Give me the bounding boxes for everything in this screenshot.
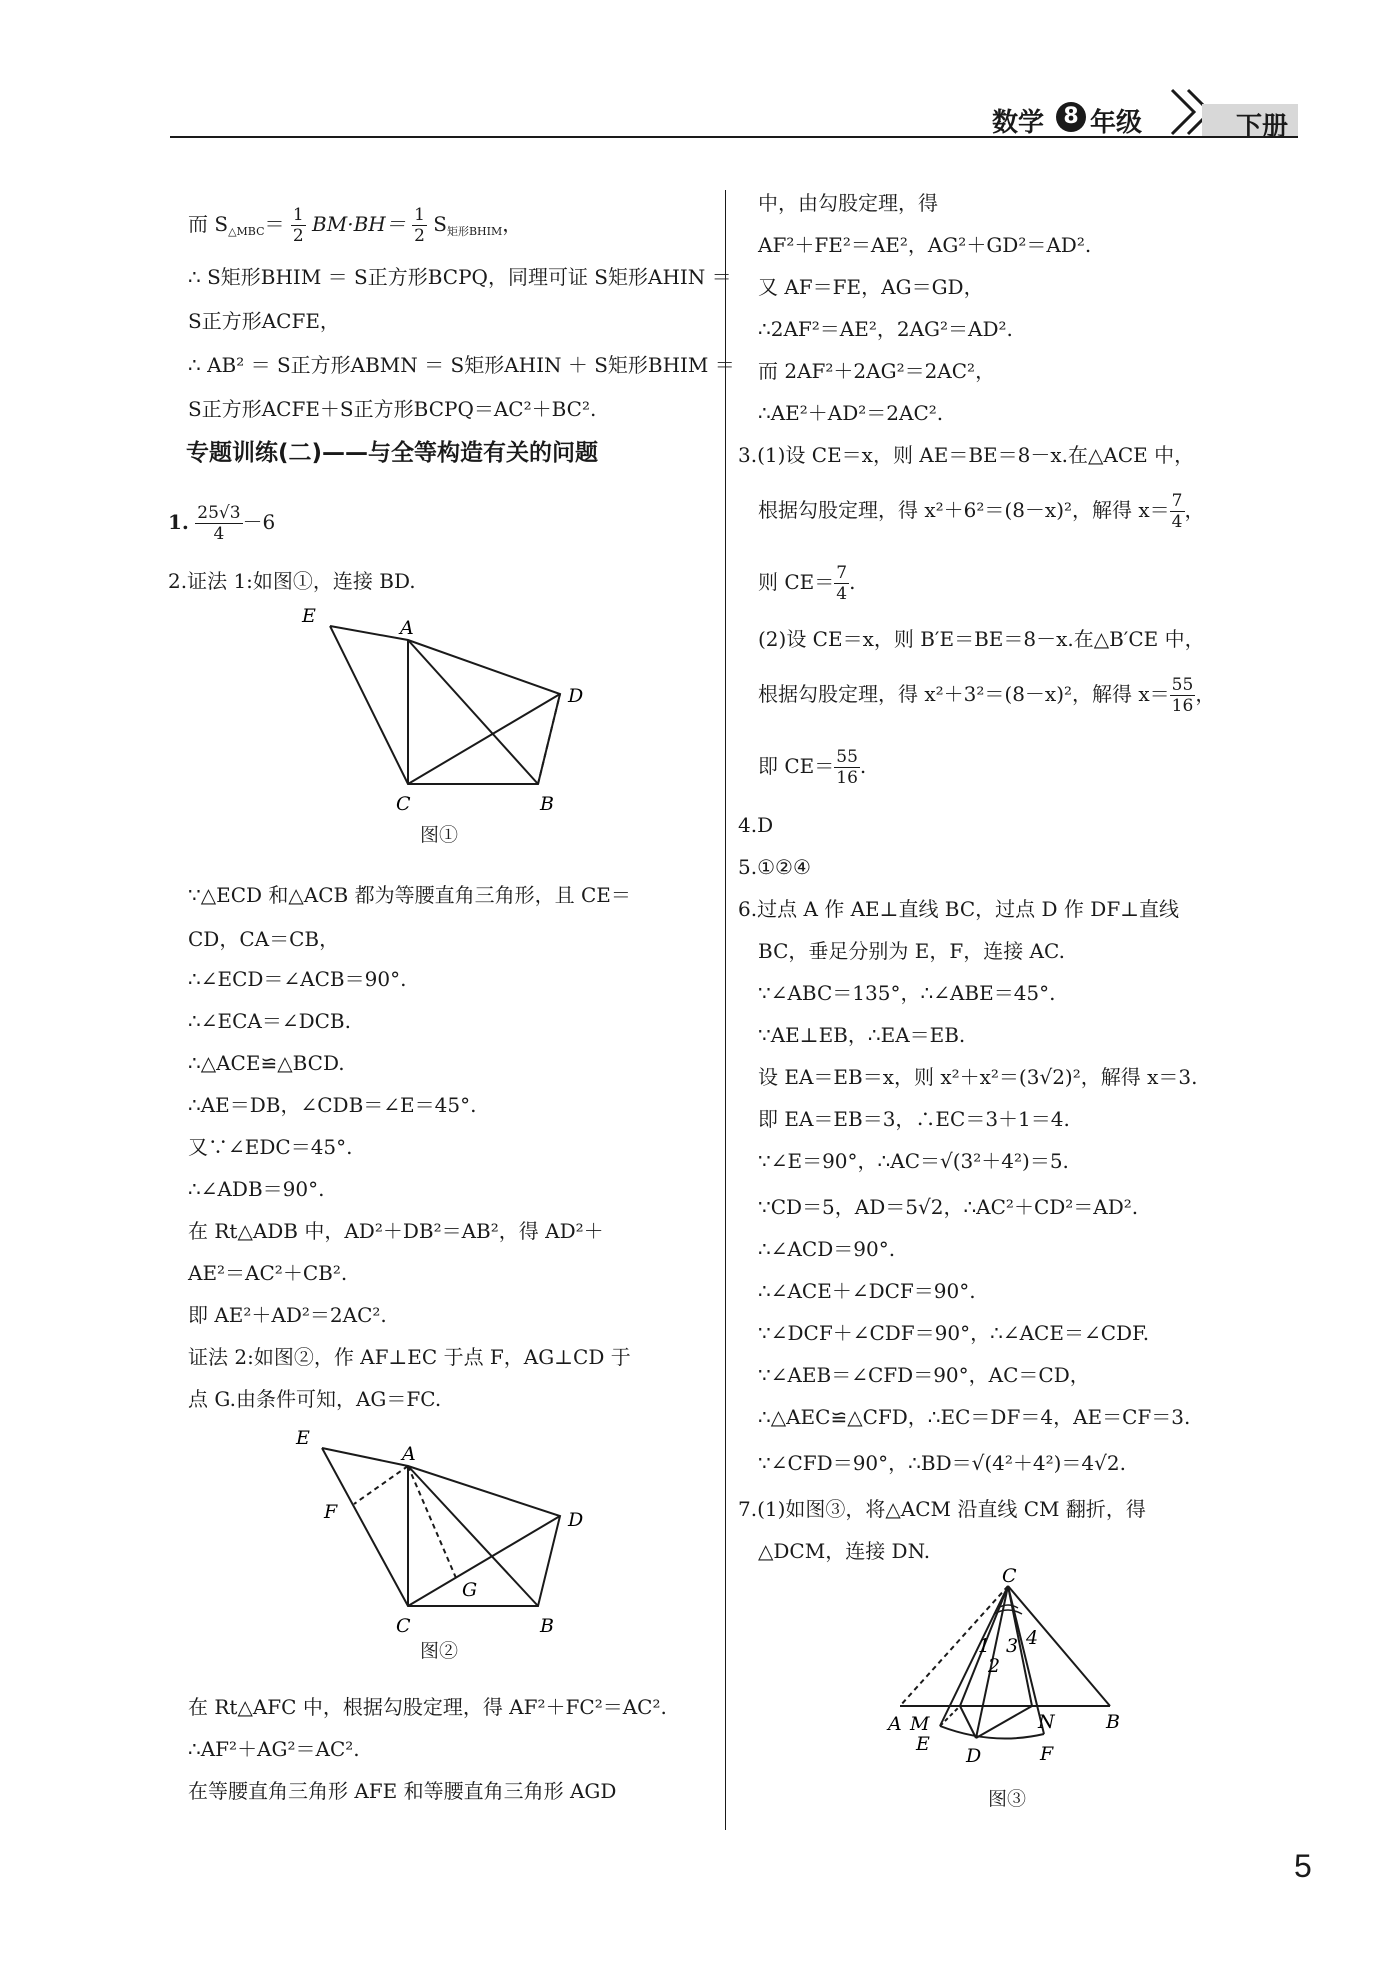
fig1-label-E: E [302, 605, 316, 627]
right-line-16: BC，垂足分别为 E，F，连接 AC. [758, 939, 1065, 963]
right-line-10: (2)设 CE＝x，则 B′E＝BE＝8－x.在△B′CE 中， [758, 627, 1205, 651]
figure-2-caption: 图② [420, 1640, 459, 1662]
right-line-12: 即 CE＝ $\frac{55}{16}$ . [758, 747, 867, 788]
left-para-13: 点 G.由条件可知，AG＝FC. [188, 1387, 442, 1411]
right-line-28: ∵∠CFD＝90°，∴BD＝√(4²＋4²)＝4√2. [758, 1451, 1126, 1475]
fig3-label-C: C [1002, 1566, 1017, 1587]
fig2-label-C: C [396, 1615, 411, 1637]
left-para-1: ∵△ECD 和△ACB 都为等腰直角三角形，且 CE＝ [188, 883, 631, 907]
left-line-5: S正方形ACFE＋S正方形BCPQ＝AC²＋BC². [188, 397, 597, 421]
page-number: 5 [1294, 1848, 1312, 1884]
fig3-label-D: D [966, 1745, 982, 1767]
right-line-11: 根据勾股定理，得 x²＋3²＝(8－x)²，解得 x＝ $\frac{55}{16}$ ， [758, 675, 1216, 716]
left-para-16: 在等腰直角三角形 AFE 和等腰直角三角形 AGD [188, 1779, 617, 1803]
header-volume: 下册 [1236, 112, 1289, 142]
left-para-3: ∴∠ECD＝∠ACB＝90°. [188, 967, 407, 991]
right-line-21: ∵∠E＝90°，∴AC＝√(3²＋4²)＝5. [758, 1149, 1069, 1173]
right-line-29: 7.(1)如图③，将△ACM 沿直线 CM 翻折，得 [738, 1497, 1146, 1521]
right-line-3: 又 AF＝FE，AG＝GD， [758, 275, 984, 299]
fig1-label-A: A [400, 617, 414, 639]
fig3-label-M: M [910, 1713, 930, 1735]
right-line-9: 则 CE＝ $\frac{7}{4}$ . [758, 563, 856, 604]
header-subject: 数学 [992, 108, 1045, 138]
fig3-label-n2: 2 [988, 1655, 1001, 1677]
left-para-6: ∴AE＝DB，∠CDB＝∠E＝45°. [188, 1093, 477, 1117]
left-para-11: 即 AE²＋AD²＝2AC². [188, 1303, 387, 1327]
fig2-label-G: G [462, 1579, 478, 1601]
right-line-17: ∵∠ABC＝135°，∴∠ABE＝45°. [758, 981, 1056, 1005]
fraction-7-4: $\frac{7}{4}$ [1171, 491, 1183, 532]
right-line-24: ∴∠ACE＋∠DCF＝90°. [758, 1279, 976, 1303]
fig2-label-E: E [296, 1427, 310, 1449]
fraction-half: $\frac{1}{2}$ [414, 205, 425, 246]
fraction-half: $\frac{1}{2}$ [292, 205, 304, 246]
right-line-13: 4.D [738, 813, 774, 837]
fig3-label-A: A [888, 1713, 902, 1735]
left-line-2: ∴ S矩形BHIM ＝ S正方形BCPQ，同理可证 S矩形AHIN ＝ [188, 265, 732, 289]
right-line-19: 设 EA＝EB＝x，则 x²＋x²＝(3√2)²，解得 x＝3. [758, 1065, 1198, 1089]
right-line-4: ∴2AF²＝AE²，2AG²＝AD². [758, 317, 1013, 341]
figure-2 [290, 1420, 610, 1660]
left-para-9: 在 Rt△ADB 中，AD²＋DB²＝AB²，得 AD²＋ [188, 1219, 604, 1243]
right-line-25: ∵∠DCF＋∠CDF＝90°，∴∠ACE＝∠CDF. [758, 1321, 1150, 1345]
figure-1-caption: 图① [420, 824, 459, 846]
left-line-4: ∴ AB² ＝ S正方形ABMN ＝ S矩形AHIN ＋ S矩形BHIM ＝ [188, 353, 735, 377]
left-para-14: 在 Rt△AFC 中，根据勾股定理，得 AF²＋FC²＝AC². [188, 1695, 667, 1719]
fig3-label-E: E [916, 1733, 930, 1755]
left-para-7: 又∵∠EDC＝45°. [188, 1135, 353, 1159]
left-line-3: S正方形ACFE， [188, 309, 340, 333]
right-line-23: ∴∠ACD＝90°. [758, 1237, 896, 1261]
right-line-8: 根据勾股定理，得 x²＋6²＝(8－x)²，解得 x＝ $\frac{7}{4}$ ， [758, 491, 1205, 532]
fig2-label-D: D [568, 1509, 584, 1531]
fraction-q1: $\frac{25√3}{4}$ [197, 503, 241, 544]
fig1-label-C: C [396, 793, 411, 815]
right-line-26: ∵∠AEB＝∠CFD＝90°，AC＝CD， [758, 1363, 1090, 1387]
grade-circle-icon: 8 [1056, 102, 1086, 132]
fig1-label-D: D [568, 685, 584, 707]
right-line-20: 即 EA＝EB＝3，∴EC＝3＋1＝4. [758, 1107, 1070, 1131]
figure-3-caption: 图③ [988, 1788, 1027, 1810]
right-line-15: 6.过点 A 作 AE⊥直线 BC，过点 D 作 DF⊥直线 [738, 897, 1180, 921]
header-grade: 年级 [1090, 108, 1143, 138]
page-header [170, 96, 1298, 140]
right-line-22: ∵CD＝5，AD＝5√2，∴AC²＋CD²＝AD². [758, 1195, 1139, 1219]
q2-line: 2.证法 1:如图①，连接 BD. [168, 569, 416, 593]
fig3-label-F: F [1040, 1743, 1054, 1765]
left-line-1: 而 $S_{\triangle MBC}=$ $\frac{1}{2}$ BM·BH＝ $\frac{1}{2}$ $S_{矩形BHIM}$， [188, 205, 523, 246]
left-para-8: ∴∠ADB＝90°. [188, 1177, 325, 1201]
section-title: 专题训练(二)——与全等构造有关的问题 [186, 440, 599, 466]
column-divider [725, 190, 726, 1830]
fig2-label-F: F [324, 1501, 338, 1523]
fig3-label-n1: 1 [978, 1635, 991, 1657]
fraction-7-4: $\frac{7}{4}$ [836, 563, 848, 604]
right-line-18: ∵AE⊥EB，∴EA＝EB. [758, 1023, 966, 1047]
right-line-27: ∴△AEC≌△CFD，∴EC＝DF＝4，AE＝CF＝3. [758, 1405, 1191, 1429]
fig3-label-n4: 4 [1026, 1627, 1039, 1649]
right-line-6: ∴AE²＋AD²＝2AC². [758, 401, 944, 425]
fraction-55-16: $\frac{55}{16}$ [1171, 675, 1194, 716]
figure-3 [880, 1566, 1150, 1816]
left-para-10: AE²＝AC²＋CB². [188, 1261, 348, 1285]
right-line-14: 5.①②④ [738, 855, 811, 879]
fig2-label-A: A [402, 1443, 416, 1465]
right-line-2: AF²＋FE²＝AE²，AG²＋GD²＝AD². [758, 233, 1092, 257]
fig3-label-n3: 3 [1006, 1635, 1019, 1657]
figure-1 [290, 598, 610, 828]
right-line-1: 中，由勾股定理，得 [758, 191, 938, 215]
right-line-5: 而 2AF²＋2AG²＝2AC²， [758, 359, 996, 383]
right-line-30: △DCM，连接 DN. [758, 1539, 931, 1563]
left-para-15: ∴AF²＋AG²＝AC². [188, 1737, 360, 1761]
fig3-label-N: N [1038, 1711, 1055, 1733]
fig2-label-B: B [540, 1615, 554, 1637]
fig1-label-B: B [540, 793, 554, 815]
q1-answer: 1. $\frac{25√3}{4}$ －6 [168, 503, 276, 544]
fig3-label-B: B [1106, 1711, 1120, 1733]
left-para-12: 证法 2:如图②，作 AF⊥EC 于点 F，AG⊥CD 于 [188, 1345, 631, 1369]
fraction-55-16: $\frac{55}{16}$ [836, 747, 858, 788]
left-para-2: CD，CA＝CB， [188, 927, 340, 951]
left-para-5: ∴△ACE≌△BCD. [188, 1051, 345, 1075]
left-para-4: ∴∠ECA＝∠DCB. [188, 1009, 351, 1033]
volume-tab [1202, 104, 1298, 142]
right-line-7: 3.(1)设 CE＝x，则 AE＝BE＝8－x.在△ACE 中， [738, 443, 1195, 467]
